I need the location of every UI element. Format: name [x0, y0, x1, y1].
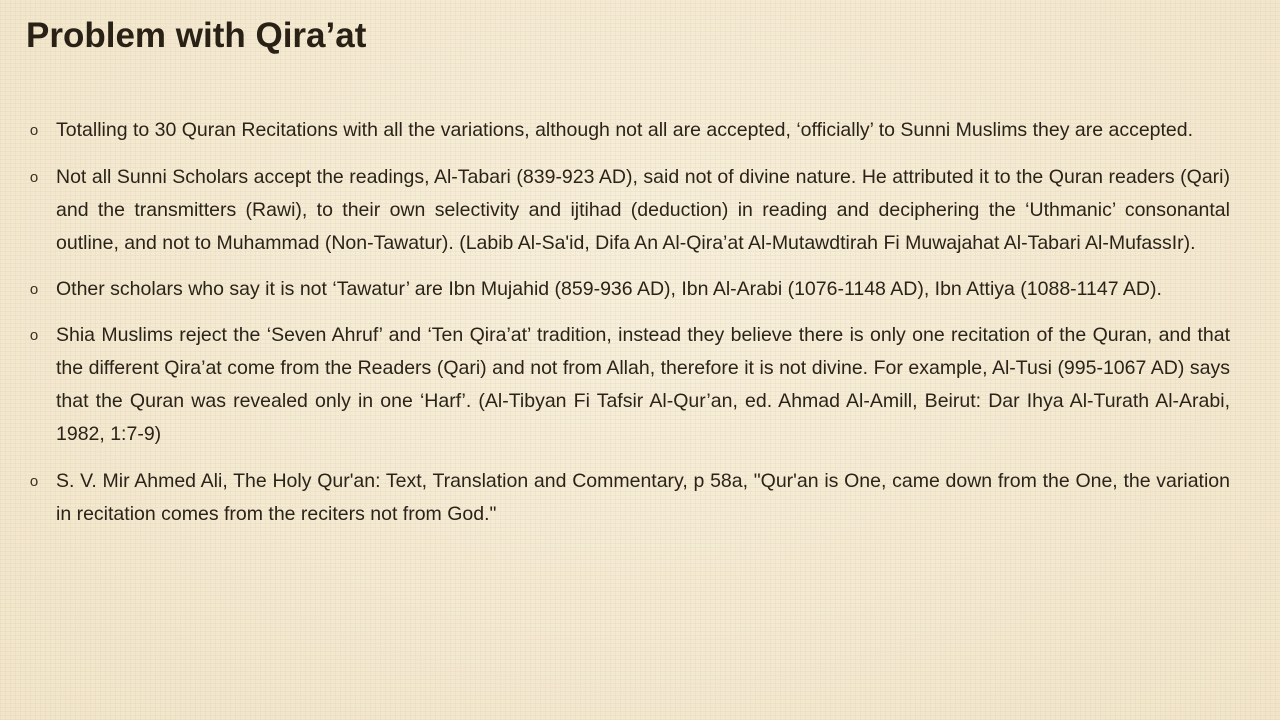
bullet-text: Not all Sunni Scholars accept the readings, Al-Tabari (839-923 AD), said not of divine nature. He attributed it to the Quran readers (Qari) and the transmitters (Rawi), to their own selectivity and ijtihad (deduction) in reading and deciphering the ‘Uthmanic’ consonantal outline, and not to Muhammad (Non-Tawatur). (Labib Al-Sa'id, Difa An Al-Qira’at Al-Mutawdtirah Fi Muwajahat Al-Tabari Al-MufassIr). [56, 166, 1230, 254]
bullet-circle-icon: o [29, 122, 39, 139]
bullet-list [26, 114, 1230, 545]
bullet-circle-icon: o [29, 281, 39, 298]
bullet-text: Shia Muslims reject the ‘Seven Ahruf’ and ‘Ten Qira’at’ tradition, instead they believe there is only one recitation of the Quran, and that the different Qira’at come from the Readers (Qari) and not from Allah, therefore it is not divine. For example, Al-Tusi (995-1067 AD) says that the Quran was revealed only in one ‘Harf’. (Al-Tibyan Fi Tafsir Al-Qur’an, ed. Ahmad Al-Amill, Beirut: Dar Ihya Al-Turath Al-Arabi, 1982, 1:7-9) [56, 324, 1230, 445]
bullet-text: Totalling to 30 Quran Recitations with all the variations, although not all are accepted, ‘officially’ to Sunni Muslims they are accepted. [56, 119, 1194, 141]
bullet-item [26, 114, 1230, 147]
bullet-item [26, 273, 1230, 306]
bullet-item [26, 161, 1230, 260]
bullet-text: S. V. Mir Ahmed Ali, The Holy Qur'an: Text, Translation and Commentary, p 58a, "Qur'an is One, came down from the One, the variation in recitation comes from the reciters not from God." [56, 470, 1230, 525]
bullet-item [26, 465, 1230, 531]
slide-title: Problem with Qira’at [26, 16, 367, 55]
bullet-circle-icon: o [29, 327, 39, 344]
bullet-text: Other scholars who say it is not ‘Tawatur’ are Ibn Mujahid (859-936 AD), Ibn Al-Arabi (1076-1148 AD), Ibn Attiya (1088-1147 AD). [56, 278, 1162, 300]
bullet-circle-icon: o [29, 169, 39, 186]
bullet-circle-icon: o [29, 473, 39, 490]
bullet-item [26, 319, 1230, 451]
